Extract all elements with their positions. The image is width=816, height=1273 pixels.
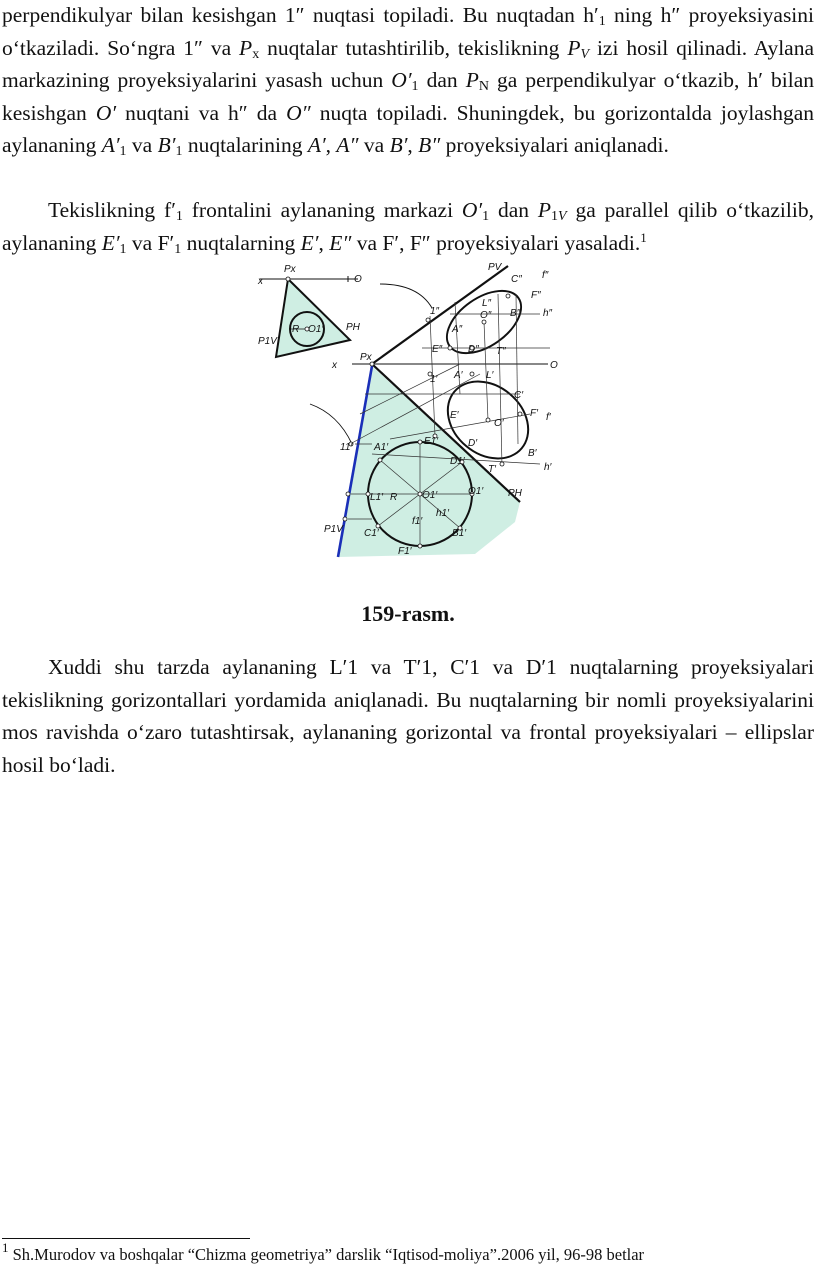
svg-text:F″: F″ xyxy=(531,290,541,301)
figure-caption: 159-rasm. xyxy=(361,601,455,626)
footnote-rule xyxy=(2,1238,250,1239)
svg-text:R: R xyxy=(390,492,398,503)
svg-text:f′: f′ xyxy=(546,412,551,423)
svg-text:T″: T″ xyxy=(496,346,506,357)
svg-text:1′: 1′ xyxy=(430,374,438,385)
svg-text:E′: E′ xyxy=(450,410,459,421)
svg-text:1″: 1″ xyxy=(430,306,440,317)
svg-text:P1V: P1V xyxy=(324,524,343,535)
paragraph-1: perpendikulyar bilan kesishgan 1″ nuqtasi topiladi. Bu nuqtadan $h'_1$ ning h″ proyeksiyasini o‘tkaziladi. So‘ngra 1″ va $P_x$ nuqtalar tutashtirilib, tekislikning $P_V$ izi hosil qilinadi. Aylana markazining proyeksiyalarini yasash uchun $O'_1$ dan $P_N$ ga perpendikulyar o‘tkazib, h′ bilan kesishgan O′ nuqtani va h″ da O″ nuqta topiladi. Shuningdek, bu gorizontalda joylashgan aylananing $A'_1$ va $B'_1$ nuqtalarining A′, A″ va B′, B″ proyeksiyalari aniqlanadi. xyxy=(2,3,815,159)
svg-text:F′: F′ xyxy=(530,408,538,419)
svg-text:x: x xyxy=(332,360,337,371)
svg-text:T′: T′ xyxy=(488,464,496,475)
svg-text:O1′: O1′ xyxy=(308,324,324,335)
footnote: $^1$ Sh.Murodov va boshqalar “Chizma geometriya” darslik “Iqtisod-moliya”.2006 yil, 96-98 betlar xyxy=(2,1240,645,1264)
svg-text:O1′: O1′ xyxy=(422,490,438,501)
svg-text:f1′: f1′ xyxy=(412,516,423,527)
svg-text:f″: f″ xyxy=(542,270,549,281)
svg-text:B1′: B1′ xyxy=(452,528,467,539)
svg-text:O: O xyxy=(550,360,558,371)
svg-text:O′: O′ xyxy=(494,418,504,429)
svg-text:PH: PH xyxy=(508,488,522,499)
svg-text:D1′: D1′ xyxy=(450,456,465,467)
figure-159-diagram xyxy=(240,254,580,574)
svg-text:O1′: O1′ xyxy=(468,486,484,497)
svg-text:D″: D″ xyxy=(468,344,479,355)
svg-text:L′: L′ xyxy=(486,370,494,381)
svg-text:PV: PV xyxy=(488,262,502,273)
svg-text:P1V: P1V xyxy=(258,336,277,347)
svg-text:A1′: A1′ xyxy=(374,442,389,453)
paragraph-2: Tekislikning $f'_1$ frontalini aylananing markazi $O'_1$ dan $P_{1V}$ ga parallel qilib o‘tkazilib, aylananing $E'_1$ va $F'_1$ nuqtalarning E′, E″ va F′, F″ proyeksiyalari yasaladi.$^1$ xyxy=(2,198,814,257)
svg-text:O: O xyxy=(354,274,362,285)
svg-text:F1′: F1′ xyxy=(398,546,412,557)
svg-text:h1′: h1′ xyxy=(436,508,449,519)
svg-text:Px: Px xyxy=(360,352,372,363)
svg-text:C″: C″ xyxy=(511,274,522,285)
svg-text:A′: A′ xyxy=(454,370,463,381)
svg-text:L1′: L1′ xyxy=(370,492,383,503)
svg-text:B″: B″ xyxy=(510,308,521,319)
svg-text:E″: E″ xyxy=(432,344,443,355)
svg-text:D′: D′ xyxy=(468,438,478,449)
svg-text:A″: A″ xyxy=(452,324,463,335)
svg-text:E1′: E1′ xyxy=(424,436,439,447)
svg-text:h′: h′ xyxy=(544,462,552,473)
svg-text:R: R xyxy=(292,324,300,335)
svg-text:O″: O″ xyxy=(480,310,492,321)
paragraph-3: Xuddi shu tarzda aylananing L′1 va T′1, C′1 va D′1 nuqtalarning proyeksiyalari tekislikning gorizontallari yordamida aniqlanadi. Bu nuqtalarning bir nomli proyeksiyalarini mos ravishda o‘zaro tutashtirsak, aylananing gorizontal va frontal proyeksiyalari – ellipslar hosil bo‘ladi. xyxy=(2,655,814,777)
svg-text:C1′: C1′ xyxy=(364,528,379,539)
svg-text:Px: Px xyxy=(284,264,296,275)
svg-text:C′: C′ xyxy=(514,390,524,401)
svg-text:PH: PH xyxy=(346,322,360,333)
svg-text:B′: B′ xyxy=(528,448,537,459)
svg-text:h″: h″ xyxy=(543,308,553,319)
svg-text:L″: L″ xyxy=(482,298,492,309)
svg-text:11′: 11′ xyxy=(340,442,353,453)
svg-text:x: x xyxy=(258,276,263,287)
